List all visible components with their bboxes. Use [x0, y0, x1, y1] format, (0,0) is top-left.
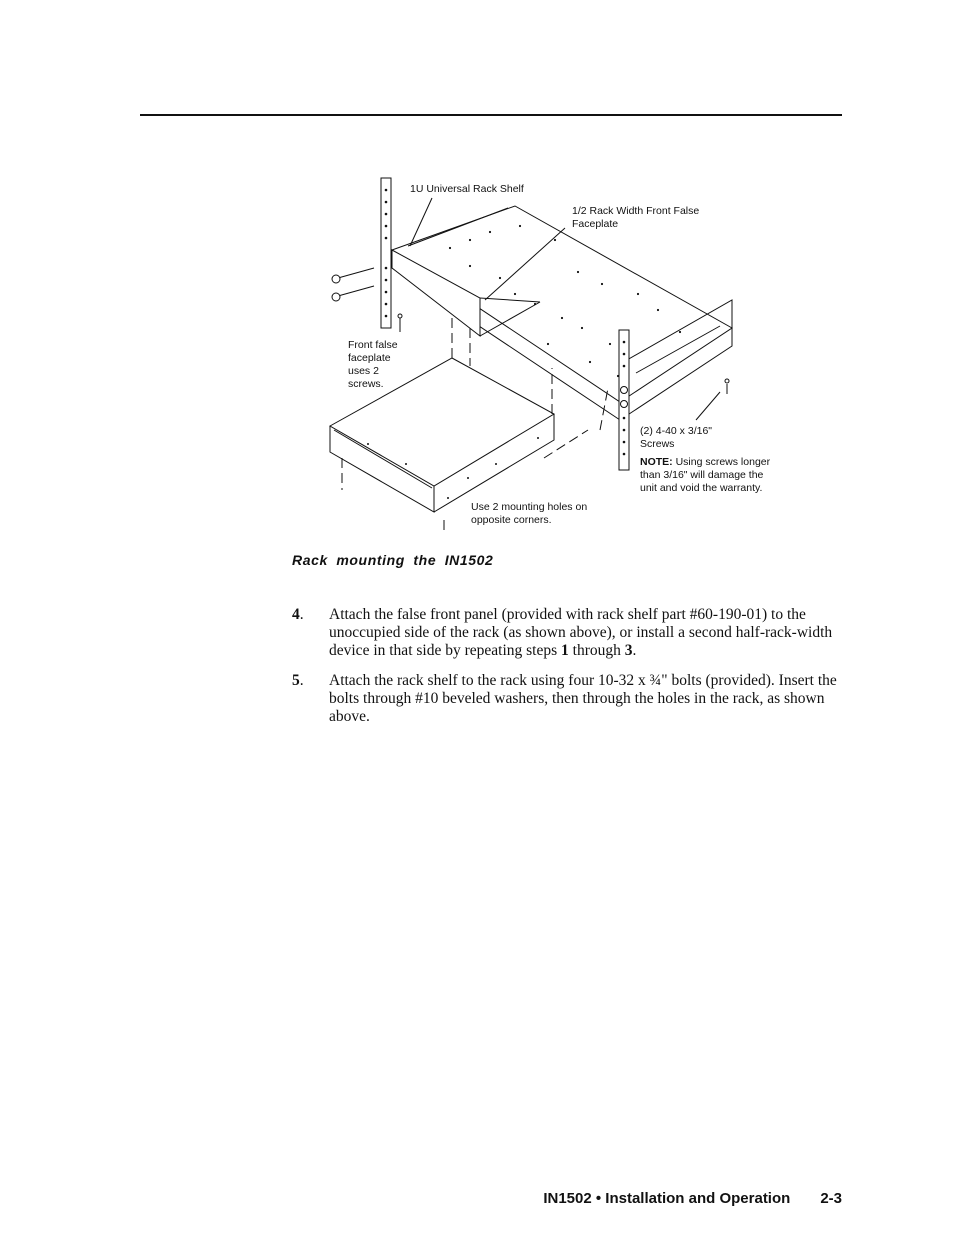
label-universal-rack-shelf: 1U Universal Rack Shelf	[410, 183, 524, 195]
step-number-value: 5	[292, 672, 300, 689]
label-line: Screws	[640, 438, 675, 450]
label-faceplate-line: Faceplate	[572, 218, 619, 230]
step-item	[292, 606, 842, 660]
label-line: Front false	[348, 339, 398, 351]
label-line: opposite corners.	[471, 514, 552, 526]
footer-title: IN1502 • Installation and Operation	[543, 1190, 791, 1207]
step-text: .	[632, 642, 637, 659]
note-text: unit and void the warranty.	[640, 482, 763, 494]
label-line: uses 2	[348, 365, 379, 377]
header-rule	[140, 114, 842, 116]
step-item	[292, 672, 842, 726]
label-front-false-faceplate	[348, 339, 398, 391]
step-number-value: 4	[292, 606, 300, 623]
label-faceplate-line: 1/2 Rack Width Front False	[572, 205, 700, 217]
page-number: 2-3	[820, 1190, 842, 1207]
step-ref: 1	[561, 642, 569, 659]
label-line: (2) 4-40 x 3/16"	[640, 425, 713, 437]
label-line: Use 2 mounting holes on	[471, 501, 588, 513]
rack-mounting-figure	[320, 168, 810, 540]
step-ref: 3	[624, 642, 633, 659]
note-text: Using screws longer	[672, 456, 771, 468]
instruction-steps	[292, 606, 842, 738]
label-rack-width-faceplate	[572, 205, 699, 231]
step-text: Attach the rack shelf to the rack using four 10-32 x ¾" bolts (provided). Insert the bolts through #10 beveled washers, then through the holes in the rack, as shown above.	[329, 672, 837, 725]
label-mounting-holes	[471, 501, 587, 527]
step-number: 4.	[292, 606, 304, 623]
step-text: through	[568, 642, 625, 659]
note-label: NOTE:	[640, 456, 673, 468]
page-footer	[543, 1190, 842, 1207]
note-text: than 3/16" will damage the	[640, 469, 764, 481]
label-line: faceplate	[348, 352, 391, 364]
step-number: 5.	[292, 672, 304, 689]
label-screws	[640, 425, 770, 495]
step-text: Attach the false front panel (provided with rack shelf part #60-190-01) to the unoccupied side of the rack (as shown above), or install a second half-rack-width device in that side by repeating steps	[329, 606, 833, 659]
label-line: screws.	[348, 378, 384, 390]
left-rack-rail	[381, 178, 391, 328]
note-line	[640, 456, 770, 469]
figure-caption: Rack mounting the IN1502	[292, 552, 494, 568]
